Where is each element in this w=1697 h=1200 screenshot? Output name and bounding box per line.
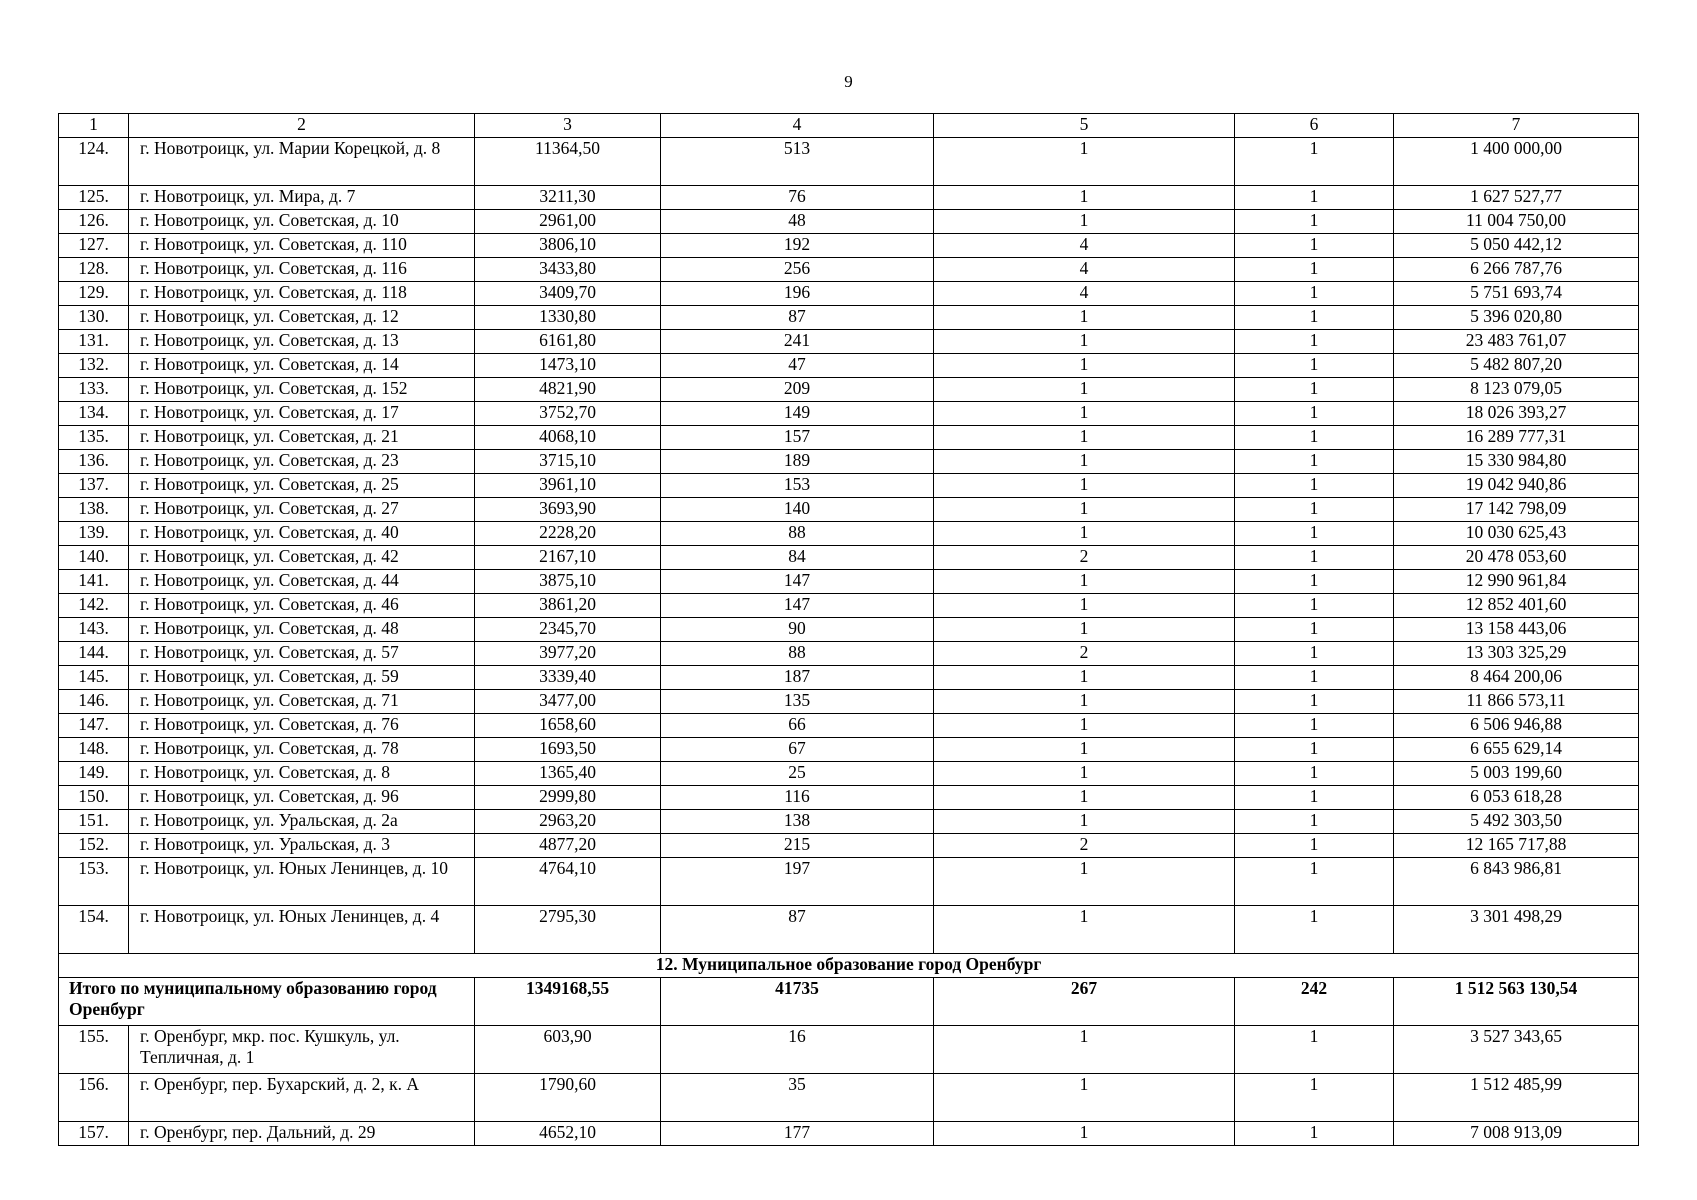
residents-cell: 16 xyxy=(661,1026,934,1074)
col5-cell: 1 xyxy=(934,1122,1235,1146)
total-sum: 1 512 563 130,54 xyxy=(1394,978,1639,1026)
column-number-row xyxy=(59,114,1639,138)
row-number: 133. xyxy=(59,378,129,402)
residents-cell: 88 xyxy=(661,522,934,546)
area-cell: 2795,30 xyxy=(475,906,661,954)
row-number: 153. xyxy=(59,858,129,906)
row-number: 132. xyxy=(59,354,129,378)
sum-cell: 6 843 986,81 xyxy=(1394,858,1639,906)
address-cell: г. Новотроицк, ул. Советская, д. 78 xyxy=(129,738,475,762)
table-row xyxy=(59,858,1639,906)
area-cell: 2963,20 xyxy=(475,810,661,834)
residents-cell: 84 xyxy=(661,546,934,570)
col6-cell: 1 xyxy=(1235,594,1394,618)
residents-cell: 135 xyxy=(661,690,934,714)
address-cell: г. Новотроицк, ул. Советская, д. 71 xyxy=(129,690,475,714)
col6-cell: 1 xyxy=(1235,402,1394,426)
table-row xyxy=(59,666,1639,690)
address-cell: г. Новотроицк, ул. Советская, д. 25 xyxy=(129,474,475,498)
area-cell: 2228,20 xyxy=(475,522,661,546)
sum-cell: 5 003 199,60 xyxy=(1394,762,1639,786)
residents-cell: 116 xyxy=(661,786,934,810)
row-number: 126. xyxy=(59,210,129,234)
col6-cell: 1 xyxy=(1235,570,1394,594)
residents-cell: 67 xyxy=(661,738,934,762)
residents-cell: 157 xyxy=(661,426,934,450)
sum-cell: 11 866 573,11 xyxy=(1394,690,1639,714)
residents-cell: 35 xyxy=(661,1074,934,1122)
col5-cell: 2 xyxy=(934,642,1235,666)
table-row xyxy=(59,306,1639,330)
table-row xyxy=(59,810,1639,834)
sum-cell: 6 053 618,28 xyxy=(1394,786,1639,810)
col6-cell: 1 xyxy=(1235,138,1394,186)
address-cell: г. Новотроицк, ул. Советская, д. 42 xyxy=(129,546,475,570)
area-cell: 2961,00 xyxy=(475,210,661,234)
residents-cell: 87 xyxy=(661,906,934,954)
section-title: 12. Муниципальное образование город Оренбург xyxy=(59,954,1639,978)
col5-cell: 1 xyxy=(934,570,1235,594)
sum-cell: 17 142 798,09 xyxy=(1394,498,1639,522)
col5-cell: 1 xyxy=(934,762,1235,786)
address-cell: г. Новотроицк, ул. Советская, д. 57 xyxy=(129,642,475,666)
area-cell: 3477,00 xyxy=(475,690,661,714)
address-cell: г. Новотроицк, ул. Советская, д. 8 xyxy=(129,762,475,786)
table-row xyxy=(59,906,1639,954)
col5-cell: 1 xyxy=(934,810,1235,834)
area-cell: 4068,10 xyxy=(475,426,661,450)
table-row xyxy=(59,474,1639,498)
col6-cell: 1 xyxy=(1235,354,1394,378)
sum-cell: 5 482 807,20 xyxy=(1394,354,1639,378)
row-number: 150. xyxy=(59,786,129,810)
sum-cell: 5 050 442,12 xyxy=(1394,234,1639,258)
col5-cell: 1 xyxy=(934,906,1235,954)
col5-cell: 1 xyxy=(934,786,1235,810)
table-row xyxy=(59,354,1639,378)
page-number: 9 xyxy=(844,72,853,91)
section-block xyxy=(59,954,1639,1026)
sum-cell: 10 030 625,43 xyxy=(1394,522,1639,546)
area-cell: 4877,20 xyxy=(475,834,661,858)
col6-cell: 1 xyxy=(1235,426,1394,450)
col6-cell: 1 xyxy=(1235,378,1394,402)
col5-cell: 2 xyxy=(934,834,1235,858)
col5-cell: 1 xyxy=(934,426,1235,450)
table-row xyxy=(59,690,1639,714)
row-number: 134. xyxy=(59,402,129,426)
sum-cell: 15 330 984,80 xyxy=(1394,450,1639,474)
area-cell: 3211,30 xyxy=(475,186,661,210)
row-number: 146. xyxy=(59,690,129,714)
address-cell: г. Новотроицк, ул. Советская, д. 12 xyxy=(129,306,475,330)
area-cell: 2167,10 xyxy=(475,546,661,570)
col6-cell: 1 xyxy=(1235,1122,1394,1146)
area-cell: 3977,20 xyxy=(475,642,661,666)
table-row xyxy=(59,498,1639,522)
table-body-after xyxy=(59,1026,1639,1146)
column-number: 2 xyxy=(129,114,475,138)
col6-cell: 1 xyxy=(1235,210,1394,234)
address-cell: г. Новотроицк, ул. Юных Ленинцев, д. 4 xyxy=(129,906,475,954)
row-number: 144. xyxy=(59,642,129,666)
housing-table xyxy=(58,113,1639,1146)
col5-cell: 1 xyxy=(934,186,1235,210)
col5-cell: 2 xyxy=(934,546,1235,570)
col6-cell: 1 xyxy=(1235,282,1394,306)
area-cell: 3961,10 xyxy=(475,474,661,498)
col6-cell: 1 xyxy=(1235,714,1394,738)
area-cell: 6161,80 xyxy=(475,330,661,354)
col6-cell: 1 xyxy=(1235,234,1394,258)
residents-cell: 140 xyxy=(661,498,934,522)
table-body-before xyxy=(59,114,1639,954)
sum-cell: 8 123 079,05 xyxy=(1394,378,1639,402)
residents-cell: 256 xyxy=(661,258,934,282)
address-cell: г. Новотроицк, ул. Марии Корецкой, д. 8 xyxy=(129,138,475,186)
table-row xyxy=(59,594,1639,618)
col5-cell: 1 xyxy=(934,450,1235,474)
section-header-row xyxy=(59,954,1639,978)
sum-cell: 8 464 200,06 xyxy=(1394,666,1639,690)
row-number: 151. xyxy=(59,810,129,834)
residents-cell: 90 xyxy=(661,618,934,642)
sum-cell: 3 527 343,65 xyxy=(1394,1026,1639,1074)
table-row xyxy=(59,282,1639,306)
row-number: 143. xyxy=(59,618,129,642)
area-cell: 3693,90 xyxy=(475,498,661,522)
address-cell: г. Новотроицк, ул. Советская, д. 21 xyxy=(129,426,475,450)
col6-cell: 1 xyxy=(1235,498,1394,522)
row-number: 141. xyxy=(59,570,129,594)
column-number: 4 xyxy=(661,114,934,138)
sum-cell: 5 396 020,80 xyxy=(1394,306,1639,330)
col5-cell: 1 xyxy=(934,138,1235,186)
area-cell: 1790,60 xyxy=(475,1074,661,1122)
sum-cell: 20 478 053,60 xyxy=(1394,546,1639,570)
row-number: 125. xyxy=(59,186,129,210)
residents-cell: 196 xyxy=(661,282,934,306)
area-cell: 1473,10 xyxy=(475,354,661,378)
residents-cell: 153 xyxy=(661,474,934,498)
sum-cell: 7 008 913,09 xyxy=(1394,1122,1639,1146)
area-cell: 4821,90 xyxy=(475,378,661,402)
address-cell: г. Новотроицк, ул. Советская, д. 152 xyxy=(129,378,475,402)
address-cell: г. Новотроицк, ул. Советская, д. 27 xyxy=(129,498,475,522)
col5-cell: 1 xyxy=(934,354,1235,378)
area-cell: 11364,50 xyxy=(475,138,661,186)
residents-cell: 197 xyxy=(661,858,934,906)
residents-cell: 192 xyxy=(661,234,934,258)
area-cell: 2999,80 xyxy=(475,786,661,810)
table-row xyxy=(59,522,1639,546)
sum-cell: 13 158 443,06 xyxy=(1394,618,1639,642)
table-row xyxy=(59,570,1639,594)
area-cell: 2345,70 xyxy=(475,618,661,642)
sum-cell: 3 301 498,29 xyxy=(1394,906,1639,954)
col6-cell: 1 xyxy=(1235,618,1394,642)
row-number: 131. xyxy=(59,330,129,354)
sum-cell: 12 165 717,88 xyxy=(1394,834,1639,858)
address-cell: г. Новотроицк, ул. Советская, д. 96 xyxy=(129,786,475,810)
col6-cell: 1 xyxy=(1235,546,1394,570)
col6-cell: 1 xyxy=(1235,186,1394,210)
table-row xyxy=(59,714,1639,738)
col6-cell: 1 xyxy=(1235,810,1394,834)
table-row xyxy=(59,378,1639,402)
table-row xyxy=(59,738,1639,762)
col5-cell: 1 xyxy=(934,738,1235,762)
row-number: 147. xyxy=(59,714,129,738)
sum-cell: 19 042 940,86 xyxy=(1394,474,1639,498)
col6-cell: 1 xyxy=(1235,522,1394,546)
row-number: 154. xyxy=(59,906,129,954)
residents-cell: 147 xyxy=(661,594,934,618)
area-cell: 3752,70 xyxy=(475,402,661,426)
address-cell: г. Новотроицк, ул. Советская, д. 118 xyxy=(129,282,475,306)
table-row xyxy=(59,1122,1639,1146)
col5-cell: 1 xyxy=(934,858,1235,906)
address-cell: г. Новотроицк, ул. Советская, д. 10 xyxy=(129,210,475,234)
table-row xyxy=(59,1074,1639,1122)
address-cell: г. Новотроицк, ул. Советская, д. 46 xyxy=(129,594,475,618)
total-area: 1349168,55 xyxy=(475,978,661,1026)
col6-cell: 1 xyxy=(1235,834,1394,858)
sum-cell: 6 655 629,14 xyxy=(1394,738,1639,762)
sum-cell: 5 751 693,74 xyxy=(1394,282,1639,306)
address-cell: г. Новотроицк, ул. Советская, д. 110 xyxy=(129,234,475,258)
col6-cell: 1 xyxy=(1235,330,1394,354)
address-cell: г. Новотроицк, ул. Уральская, д. 3 xyxy=(129,834,475,858)
sum-cell: 5 492 303,50 xyxy=(1394,810,1639,834)
residents-cell: 25 xyxy=(661,762,934,786)
col6-cell: 1 xyxy=(1235,690,1394,714)
row-number: 137. xyxy=(59,474,129,498)
residents-cell: 189 xyxy=(661,450,934,474)
row-number: 148. xyxy=(59,738,129,762)
residents-cell: 215 xyxy=(661,834,934,858)
row-number: 145. xyxy=(59,666,129,690)
row-number: 127. xyxy=(59,234,129,258)
row-number: 155. xyxy=(59,1026,129,1074)
address-cell: г. Новотроицк, ул. Советская, д. 44 xyxy=(129,570,475,594)
column-number: 7 xyxy=(1394,114,1639,138)
table-row xyxy=(59,330,1639,354)
address-cell: г. Оренбург, пер. Бухарский, д. 2, к. А xyxy=(129,1074,475,1122)
column-number: 5 xyxy=(934,114,1235,138)
col6-cell: 1 xyxy=(1235,906,1394,954)
row-number: 142. xyxy=(59,594,129,618)
address-cell: г. Новотроицк, ул. Советская, д. 76 xyxy=(129,714,475,738)
col5-cell: 1 xyxy=(934,594,1235,618)
col5-cell: 1 xyxy=(934,666,1235,690)
sum-cell: 6 506 946,88 xyxy=(1394,714,1639,738)
residents-cell: 76 xyxy=(661,186,934,210)
area-cell: 4764,10 xyxy=(475,858,661,906)
sum-cell: 23 483 761,07 xyxy=(1394,330,1639,354)
col5-cell: 1 xyxy=(934,714,1235,738)
col6-cell: 1 xyxy=(1235,738,1394,762)
row-number: 129. xyxy=(59,282,129,306)
row-number: 156. xyxy=(59,1074,129,1122)
col5-cell: 1 xyxy=(934,1074,1235,1122)
residents-cell: 88 xyxy=(661,642,934,666)
table-row xyxy=(59,234,1639,258)
table-row xyxy=(59,258,1639,282)
residents-cell: 48 xyxy=(661,210,934,234)
total-row xyxy=(59,978,1639,1026)
address-cell: г. Новотроицк, ул. Советская, д. 59 xyxy=(129,666,475,690)
row-number: 136. xyxy=(59,450,129,474)
residents-cell: 177 xyxy=(661,1122,934,1146)
area-cell: 3339,40 xyxy=(475,666,661,690)
row-number: 124. xyxy=(59,138,129,186)
col6-cell: 1 xyxy=(1235,474,1394,498)
area-cell: 603,90 xyxy=(475,1026,661,1074)
sum-cell: 1 400 000,00 xyxy=(1394,138,1639,186)
row-number: 139. xyxy=(59,522,129,546)
col6-cell: 1 xyxy=(1235,1074,1394,1122)
col5-cell: 1 xyxy=(934,330,1235,354)
area-cell: 4652,10 xyxy=(475,1122,661,1146)
table-row xyxy=(59,834,1639,858)
col5-cell: 1 xyxy=(934,378,1235,402)
residents-cell: 147 xyxy=(661,570,934,594)
residents-cell: 209 xyxy=(661,378,934,402)
residents-cell: 87 xyxy=(661,306,934,330)
row-number: 135. xyxy=(59,426,129,450)
col5-cell: 1 xyxy=(934,474,1235,498)
area-cell: 1693,50 xyxy=(475,738,661,762)
table-row xyxy=(59,450,1639,474)
residents-cell: 138 xyxy=(661,810,934,834)
address-cell: г. Новотроицк, ул. Мира, д. 7 xyxy=(129,186,475,210)
address-cell: г. Оренбург, мкр. пос. Кушкуль, ул. Тепличная, д. 1 xyxy=(129,1026,475,1074)
col5-cell: 1 xyxy=(934,498,1235,522)
column-number: 3 xyxy=(475,114,661,138)
row-number: 128. xyxy=(59,258,129,282)
sum-cell: 18 026 393,27 xyxy=(1394,402,1639,426)
residents-cell: 187 xyxy=(661,666,934,690)
row-number: 152. xyxy=(59,834,129,858)
residents-cell: 149 xyxy=(661,402,934,426)
row-number: 138. xyxy=(59,498,129,522)
row-number: 140. xyxy=(59,546,129,570)
table-row xyxy=(59,618,1639,642)
area-cell: 3409,70 xyxy=(475,282,661,306)
sum-cell: 12 852 401,60 xyxy=(1394,594,1639,618)
address-cell: г. Новотроицк, ул. Советская, д. 48 xyxy=(129,618,475,642)
col5-cell: 4 xyxy=(934,282,1235,306)
sum-cell: 13 303 325,29 xyxy=(1394,642,1639,666)
sum-cell: 11 004 750,00 xyxy=(1394,210,1639,234)
address-cell: г. Новотроицк, ул. Советская, д. 23 xyxy=(129,450,475,474)
col5-cell: 1 xyxy=(934,1026,1235,1074)
col6-cell: 1 xyxy=(1235,258,1394,282)
sum-cell: 6 266 787,76 xyxy=(1394,258,1639,282)
col6-cell: 1 xyxy=(1235,858,1394,906)
col6-cell: 1 xyxy=(1235,762,1394,786)
address-cell: г. Оренбург, пер. Дальний, д. 29 xyxy=(129,1122,475,1146)
sum-cell: 1 627 527,77 xyxy=(1394,186,1639,210)
col5-cell: 1 xyxy=(934,690,1235,714)
col5-cell: 1 xyxy=(934,522,1235,546)
total-col5: 267 xyxy=(934,978,1235,1026)
area-cell: 3433,80 xyxy=(475,258,661,282)
col5-cell: 1 xyxy=(934,210,1235,234)
column-number: 1 xyxy=(59,114,129,138)
address-cell: г. Новотроицк, ул. Советская, д. 17 xyxy=(129,402,475,426)
col6-cell: 1 xyxy=(1235,450,1394,474)
col6-cell: 1 xyxy=(1235,642,1394,666)
total-label: Итого по муниципальному образованию город Оренбург xyxy=(59,978,475,1026)
area-cell: 3875,10 xyxy=(475,570,661,594)
row-number: 130. xyxy=(59,306,129,330)
residents-cell: 513 xyxy=(661,138,934,186)
row-number: 157. xyxy=(59,1122,129,1146)
area-cell: 1330,80 xyxy=(475,306,661,330)
address-cell: г. Новотроицк, ул. Уральская, д. 2а xyxy=(129,810,475,834)
address-cell: г. Новотроицк, ул. Советская, д. 40 xyxy=(129,522,475,546)
address-cell: г. Новотроицк, ул. Советская, д. 14 xyxy=(129,354,475,378)
table-row xyxy=(59,546,1639,570)
col5-cell: 1 xyxy=(934,402,1235,426)
col5-cell: 4 xyxy=(934,258,1235,282)
area-cell: 3806,10 xyxy=(475,234,661,258)
table-row xyxy=(59,786,1639,810)
col6-cell: 1 xyxy=(1235,666,1394,690)
table-row xyxy=(59,402,1639,426)
total-col6: 242 xyxy=(1235,978,1394,1026)
col6-cell: 1 xyxy=(1235,306,1394,330)
residents-cell: 241 xyxy=(661,330,934,354)
address-cell: г. Новотроицк, ул. Юных Ленинцев, д. 10 xyxy=(129,858,475,906)
address-cell: г. Новотроицк, ул. Советская, д. 116 xyxy=(129,258,475,282)
area-cell: 3715,10 xyxy=(475,450,661,474)
table-row xyxy=(59,138,1639,186)
area-cell: 1365,40 xyxy=(475,762,661,786)
residents-cell: 66 xyxy=(661,714,934,738)
col5-cell: 1 xyxy=(934,618,1235,642)
col6-cell: 1 xyxy=(1235,1026,1394,1074)
total-people: 41735 xyxy=(661,978,934,1026)
table-row xyxy=(59,642,1639,666)
area-cell: 1658,60 xyxy=(475,714,661,738)
table-row xyxy=(59,186,1639,210)
table-row xyxy=(59,426,1639,450)
address-cell: г. Новотроицк, ул. Советская, д. 13 xyxy=(129,330,475,354)
row-number: 149. xyxy=(59,762,129,786)
col6-cell: 1 xyxy=(1235,786,1394,810)
column-number: 6 xyxy=(1235,114,1394,138)
sum-cell: 16 289 777,31 xyxy=(1394,426,1639,450)
col5-cell: 1 xyxy=(934,306,1235,330)
sum-cell: 12 990 961,84 xyxy=(1394,570,1639,594)
sum-cell: 1 512 485,99 xyxy=(1394,1074,1639,1122)
col5-cell: 4 xyxy=(934,234,1235,258)
area-cell: 3861,20 xyxy=(475,594,661,618)
table-row xyxy=(59,762,1639,786)
table-row xyxy=(59,1026,1639,1074)
table-row xyxy=(59,210,1639,234)
residents-cell: 47 xyxy=(661,354,934,378)
